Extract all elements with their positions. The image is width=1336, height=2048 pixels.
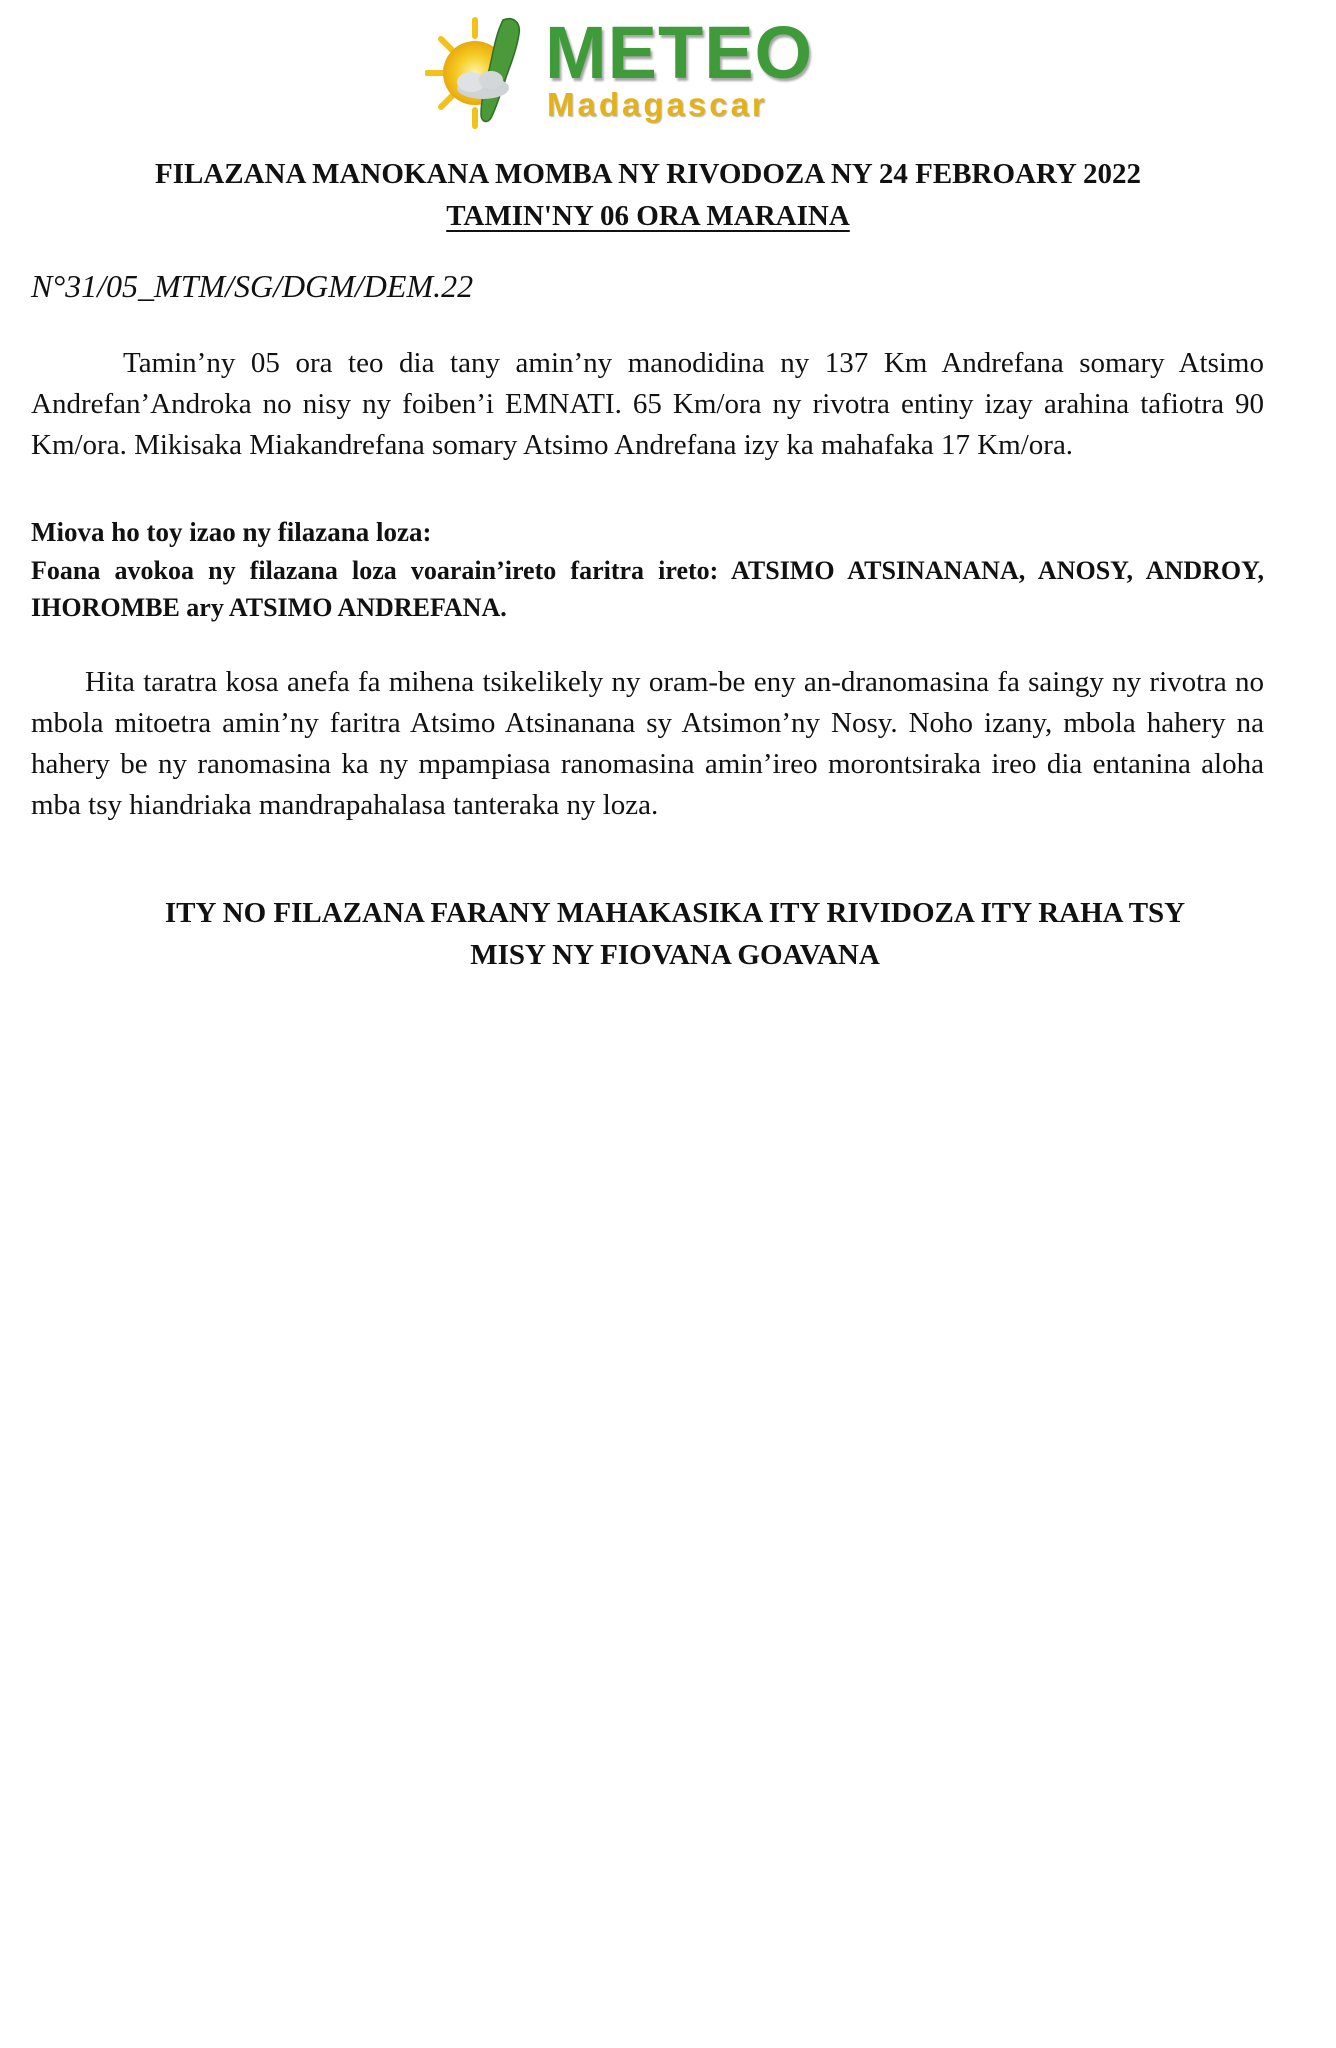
warning-heading: Miova ho toy izao ny filazana loza: [31, 517, 432, 547]
bulletin-title: FILAZANA MANOKANA MOMBA NY RIVODOZA NY 24 FEBROARY 2022 [154, 158, 1142, 190]
advice-paragraph: Hita taratra kosa anefa fa mihena tsikelikely ny oram-be eny an-dranomasina fa saingy ny rivotra no mbola mitoetra amin’ny faritra Atsimo Atsinanana sy Atsimon’ny Nosy. Noho izany, mbola hahery na hahery be ny ranomasina ka ny mpampiasa ranomasina amin’ireo morontsiraka ireo dia entanina aloha mba tsy hiandriaka mandrapahalasa tanteraka ny loza. [31, 666, 1264, 821]
bulletin-time: TAMIN'NY 06 ORA MARAINA [446, 200, 850, 232]
closing-line-1: ITY NO FILAZANA FARANY MAHAKASIKA ITY RIVIDOZA ITY RAHA TSY [164, 897, 1186, 929]
situation-paragraph: Tamin’ny 05 ora teo dia tany amin’ny manodidina ny 137 Km Andrefana somary Atsimo Andrefan’Androka no nisy ny foiben’i EMNATI. 65 Km/ora ny rivotra entiny izay arahina tafiotra 90 Km/ora. Mikisaka Miakandrefana somary Atsimo Andrefana izy ka mahafaka 17 Km/ora. [31, 347, 1264, 461]
meteo-madagascar-logo [425, 11, 814, 132]
closing-notice [100, 892, 1250, 976]
sun-cloud-madagascar-logo-icon [425, 14, 555, 132]
closing-line-2: MISY NY FIOVANA GOAVANA [470, 939, 880, 971]
logo-title: METEO [545, 11, 814, 94]
reference-number: N°31/05_MTM/SG/DGM/DEM.22 [31, 268, 474, 304]
logo-subtitle: Madagascar [547, 86, 768, 123]
warning-text: Foana avokoa ny filazana loza voarain’ireto faritra ireto: ATSIMO ATSINANANA, ANOSY, ANDROY, IHOROMBE ary ATSIMO ANDREFANA. [31, 556, 1264, 622]
